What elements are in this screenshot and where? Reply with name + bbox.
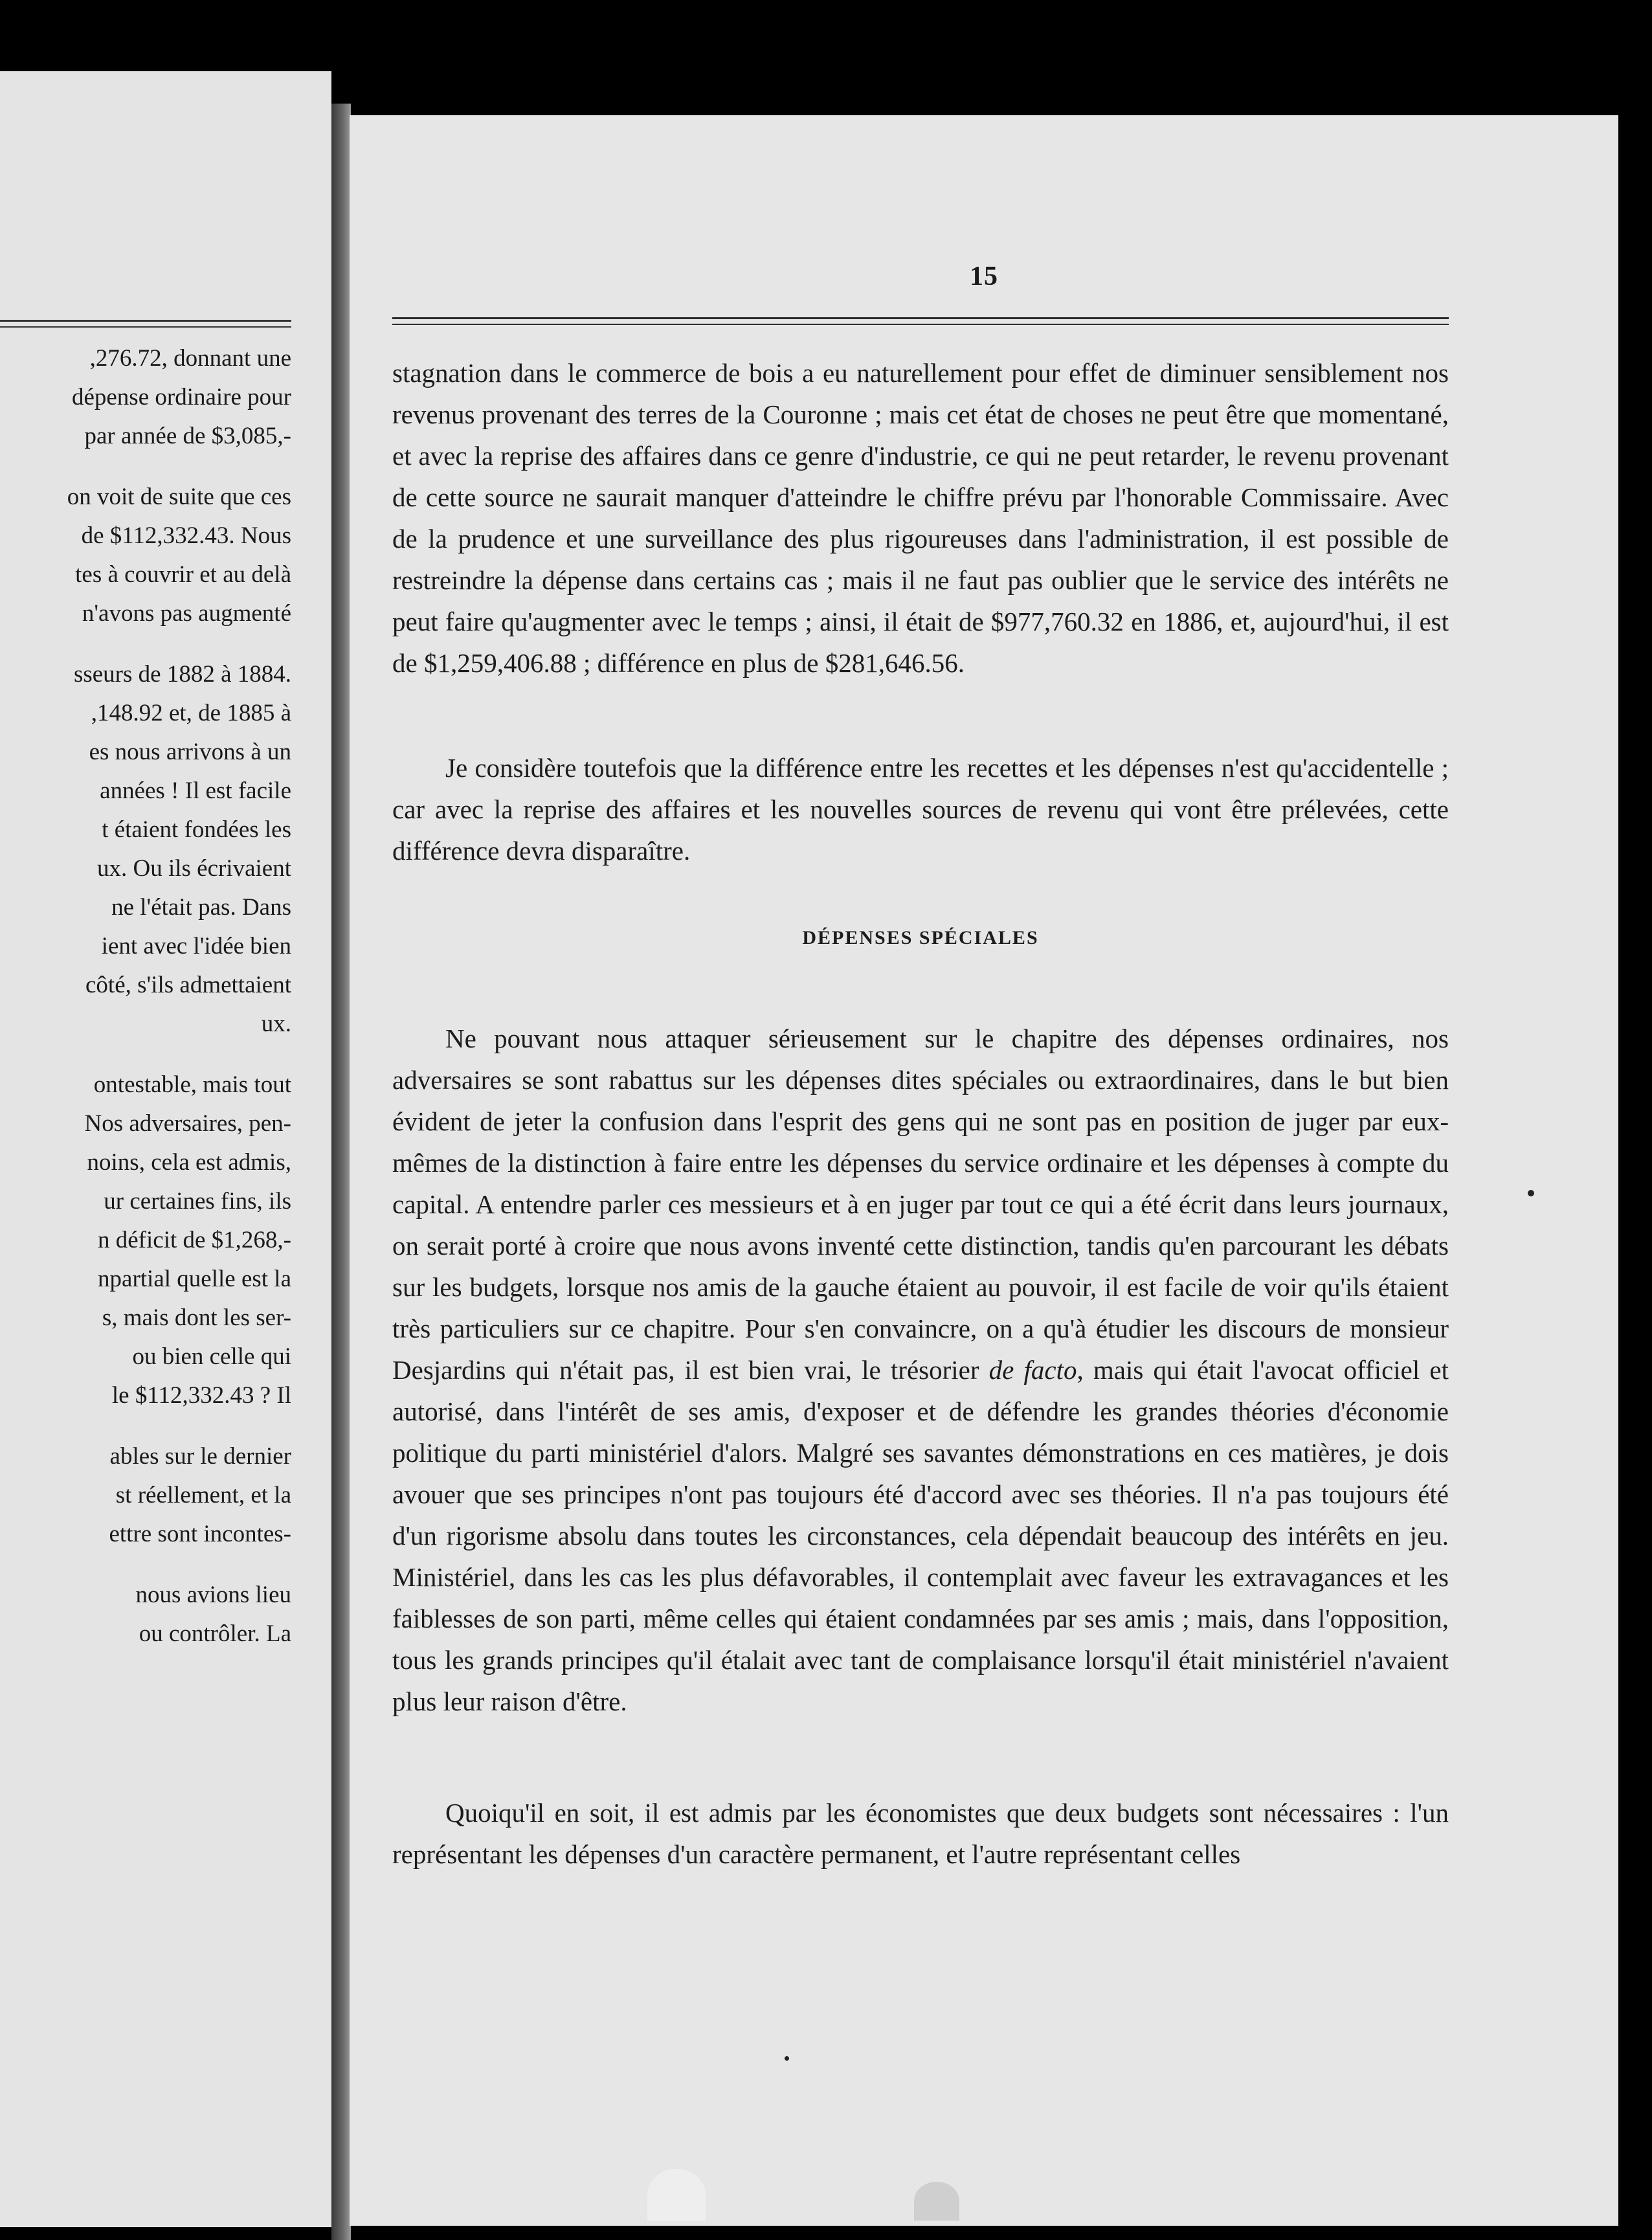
paragraph-3-part-1: Ne pouvant nous attaquer sérieusement sur le chapitre des dépenses ordinaires, nos adversaires se sont rabattus sur les dépenses dites spéciales ou extraordinaires, dans le but bien évident de jeter la confusion dans l'esprit des gens qui ne sont pas en position de juger par eux-mêmes de la distinction à faire entre les dépenses du service ordinaire et les dépenses à compte du capital. A entendre parler ces messieurs et à en juger par tout ce qui a été écrit dans leurs journaux, on serait porté à croire que nous avons inventé cette distinction, tandis qu'en parcourant les débats sur les budgets, lorsque nos amis de la gauche étaient au pouvoir, il est facile de voir qu'ils étaient très particuliers sur ce chapitre. Pour s'en convaincre, on a qu'à étudier les discours de monsieur Desjardins qui n'était pas, il est bien vrai, le trésorier [392,1024,1449,1385]
left-page-fragment [0,71,331,2227]
header-rule [392,317,1449,319]
paragraph-2-text: Je considère toutefois que la différence entre les recettes et les dépenses n'est qu'accidentelle ; car avec la reprise des affaires et les nouvelles sources de revenu qui vont être prélevées, cette différence devra disparaître. [392,753,1449,866]
header-rule [392,324,1449,325]
left-page-line: noins, cela est admis, [87,1149,291,1176]
left-page-line: Nos adversaires, pen- [84,1110,291,1137]
left-page-line: n déficit de $1,268,- [98,1227,291,1253]
left-header-rule [0,326,291,328]
italic-phrase: de facto [988,1355,1077,1385]
left-page-line: de $112,332.43. Nous [81,522,291,549]
left-page-line: années ! Il est facile [100,778,291,804]
left-page-line: ou bien celle qui [132,1343,291,1370]
left-page-line: ,148.92 et, de 1885 à [91,700,291,726]
left-page-line: ient avec l'idée bien [101,933,291,959]
left-page-line: st réellement, et la [115,1482,291,1508]
left-page-line: t étaient fondées les [102,816,291,843]
left-page-line: n'avons pas augmenté [82,600,291,627]
book-gutter [331,104,351,2240]
left-page-line: s, mais dont les ser- [102,1305,291,1331]
left-page-line: dépense ordinaire pour [71,384,291,410]
left-page-line: côté, s'ils admettaient [85,972,291,998]
left-page-line: ettre sont incontes- [109,1521,291,1547]
page-number: 15 [970,262,998,291]
left-page-line: ux. Ou ils écrivaient [96,855,291,882]
left-page-line: ables sur le dernier [109,1443,291,1470]
left-page-line: es nous arrivons à un [89,739,291,765]
right-page [350,115,1618,2226]
paragraph-2 [392,747,1449,871]
left-header-rule [0,320,291,322]
paragraph-1 [392,352,1449,684]
paragraph-4-text: Quoiqu'il en soit, il est admis par les économistes que deux budgets sont nécessaires : l'un représentant les dépenses d'un caractère permanent, et l'autre représentant celles [392,1798,1449,1869]
left-page-line: sseurs de 1882 à 1884. [73,661,291,688]
left-page-line: ux. [261,1011,291,1037]
scan-blot [914,2182,959,2221]
ink-speck [1528,1190,1534,1196]
left-page-line: ontestable, mais tout [93,1071,291,1098]
left-page-line: nous avions lieu [135,1582,291,1608]
paragraph-1-text: stagnation dans le commerce de bois a eu naturellement pour effet de diminuer sensiblement nos revenus provenant des terres de la Couronne ; mais cet état de choses ne peut être que momentané, et avec la reprise des affaires dans ce genre d'industrie, ce qui ne peut retarder, le revenu provenant de cette source ne saurait manquer d'atteindre le chiffre prévu par l'honorable Commissaire. Avec de la prudence et une surveillance des plus rigoureuses dans l'administration, il est possible de restreindre la dépense dans certains cas ; mais il ne faut pas oublier que le service des intérêts ne peut faire qu'augmenter avec le temps ; ainsi, il était de $977,760.32 en 1886, et, aujourd'hui, il est de $1,259,406.88 ; différence en plus de $281,646.56. [392,358,1449,678]
paragraph-3 [392,1018,1449,1722]
paragraph-3-text [392,1018,1449,1722]
left-page-line: par année de $3,085,- [84,423,291,449]
left-page-line: tes à couvrir et au delà [75,561,291,588]
ink-speck [785,2056,789,2061]
left-page-line: npartial quelle est la [98,1266,291,1292]
left-page-line: le $112,332.43 ? Il [111,1382,291,1409]
left-page-line: ou contrôler. La [139,1620,291,1647]
section-heading: DÉPENSES SPÉCIALES [802,927,1039,948]
scan-blot [647,2169,706,2221]
paragraph-4 [392,1792,1449,1875]
left-page-line: ,276.72, donnant une [89,345,291,372]
left-page-line: ur certaines fins, ils [104,1188,291,1215]
paragraph-3-part-2: , mais qui était l'avocat officiel et autorisé, dans l'intérêt de ses amis, d'exposer et de défendre les grandes théories d'économie politique du parti ministériel d'alors. Malgré ses savantes démonstrations en ces matières, je dois avouer que ses principes n'ont pas toujours été d'accord avec ses théories. Il n'a pas toujours été d'un rigorisme absolu dans toutes les circonstances, cela dépendait beaucoup des intérêts en jeu. Ministériel, dans les cas les plus défavorables, il contemplait avec faveur les extravagances et les faiblesses de son parti, même celles qui étaient condamnées par ses amis ; mais, dans l'opposition, tous les grands principes qu'il étalait avec tant de complaisance lorsqu'il était ministériel n'avaient plus leur raison d'être. [392,1355,1449,1716]
left-page-line: on voit de suite que ces [67,484,291,510]
left-page-line: ne l'était pas. Dans [111,894,291,921]
